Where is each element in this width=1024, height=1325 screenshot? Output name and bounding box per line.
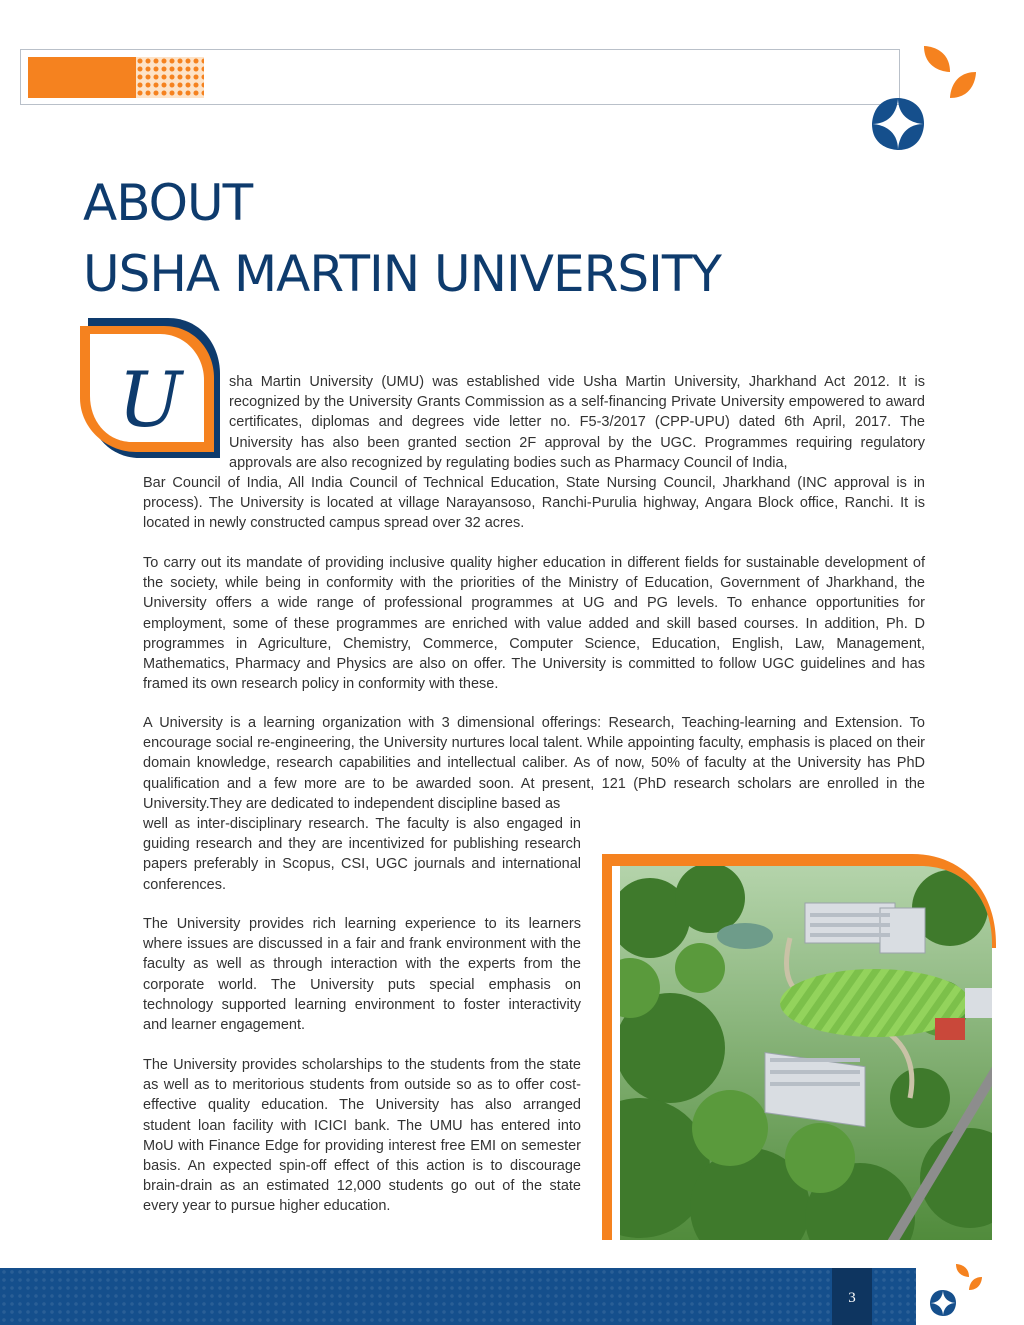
header-dot-pattern (136, 57, 204, 98)
paragraph-intro-first: sha Martin University (UMU) was established vide Usha Martin University, Jharkhand Act 2012. It is recognized by the University Grants Commission as a self-financing Private University empowered to award certificates, diplomas and degrees vide letter no. F5-3/2017 (CPP-UPU) dated 6th April, 2017. The University has also been granted section 2F approval by the UGC. Programmes requiring regulatory approvals are also recognized by regulating bodies such as Pharmacy Council of India, (229, 374, 925, 471)
drop-cap-letter: U (117, 355, 183, 444)
drop-cap (80, 318, 220, 458)
paragraph-intro-rest: Bar Council of India, All India Council of Technical Education, State Nursing Council, Jharkhand (INC approval is in process). The University is located at village Narayansoso, Ranchi-Purulia highway, Angara Block office, Ranchi. It is located in newly constructed campus spread over 32 acres. (143, 475, 925, 532)
page-number: 3 (848, 1290, 856, 1306)
title-line-2: USHA MARTIN UNIVERSITY (83, 245, 721, 303)
paragraph-research: well as inter-disciplinary research. The faculty is also engaged in guiding research and they are incentivized for publishing research papers preferably in Scopus, CSI, UGC journals and international conferences. (143, 816, 581, 893)
header-orange-block (28, 57, 136, 98)
university-logo-icon (868, 42, 980, 154)
paragraph-mandate: To carry out its mandate of providing inclusive quality higher education in different fields for sustainable development of the society, while being in conformity with the priorities of the Ministry of Education, Government of Jharkhand, the University offers a wide range of professional programmes at UG and PG levels. To enhance opportunities for employment, some of these programmes are enriched with value added and skill based courses. In addition, Ph. D programmes in Agriculture, Chemistry, Commerce, Computer Science, Education, English, Law, Management, Mathematics, Pharmacy and Physics are also on offer. The University is committed to follow UGC guidelines and has framed its own research policy in conformity with these. (143, 555, 925, 693)
paragraph-scholarships: The University provides scholarships to the students from the state as well as to meritorious students from outside so as to offer cost- effective quality education. The University has also arranged student loan facility with ICICI bank. The UMU has entered into MoU with Finance Edge for providing interest free EMI on semester basis. An expected spin-off effect of this action is to discourage brain-drain as an estimated 12,000 students go out of the state every year to pursue higher education. (143, 1057, 581, 1215)
title-line-1: ABOUT (83, 174, 253, 232)
paragraph-learning-organization: A University is a learning organization with 3 dimensional offerings: Research, Teaching-learning and Extension. To encourage social re-engineering, the University nurtures local talent. While appointing faculty, emphasis is placed on their domain knowledge, research capabilities and intellectual caliber. As of now, 50% of faculty at the University has PhD qualification and a few more are to be awarded soon. At present, 121 (PhD research scholars are enrolled in the University.They are dedicated to independent discipline based as (143, 715, 925, 812)
campus-aerial-image (590, 848, 1000, 1246)
footer-logo-icon (928, 1262, 984, 1318)
paragraph-learning-experience: The University provides rich learning experience to its learners where issues are discussed in a fair and frank environment with the faculty as well as through interaction with the experts from the corporate world. The University puts special emphasis on technology supported learning environment to foster interactivity and learner engagement. (143, 916, 581, 1034)
page-title (83, 168, 721, 310)
